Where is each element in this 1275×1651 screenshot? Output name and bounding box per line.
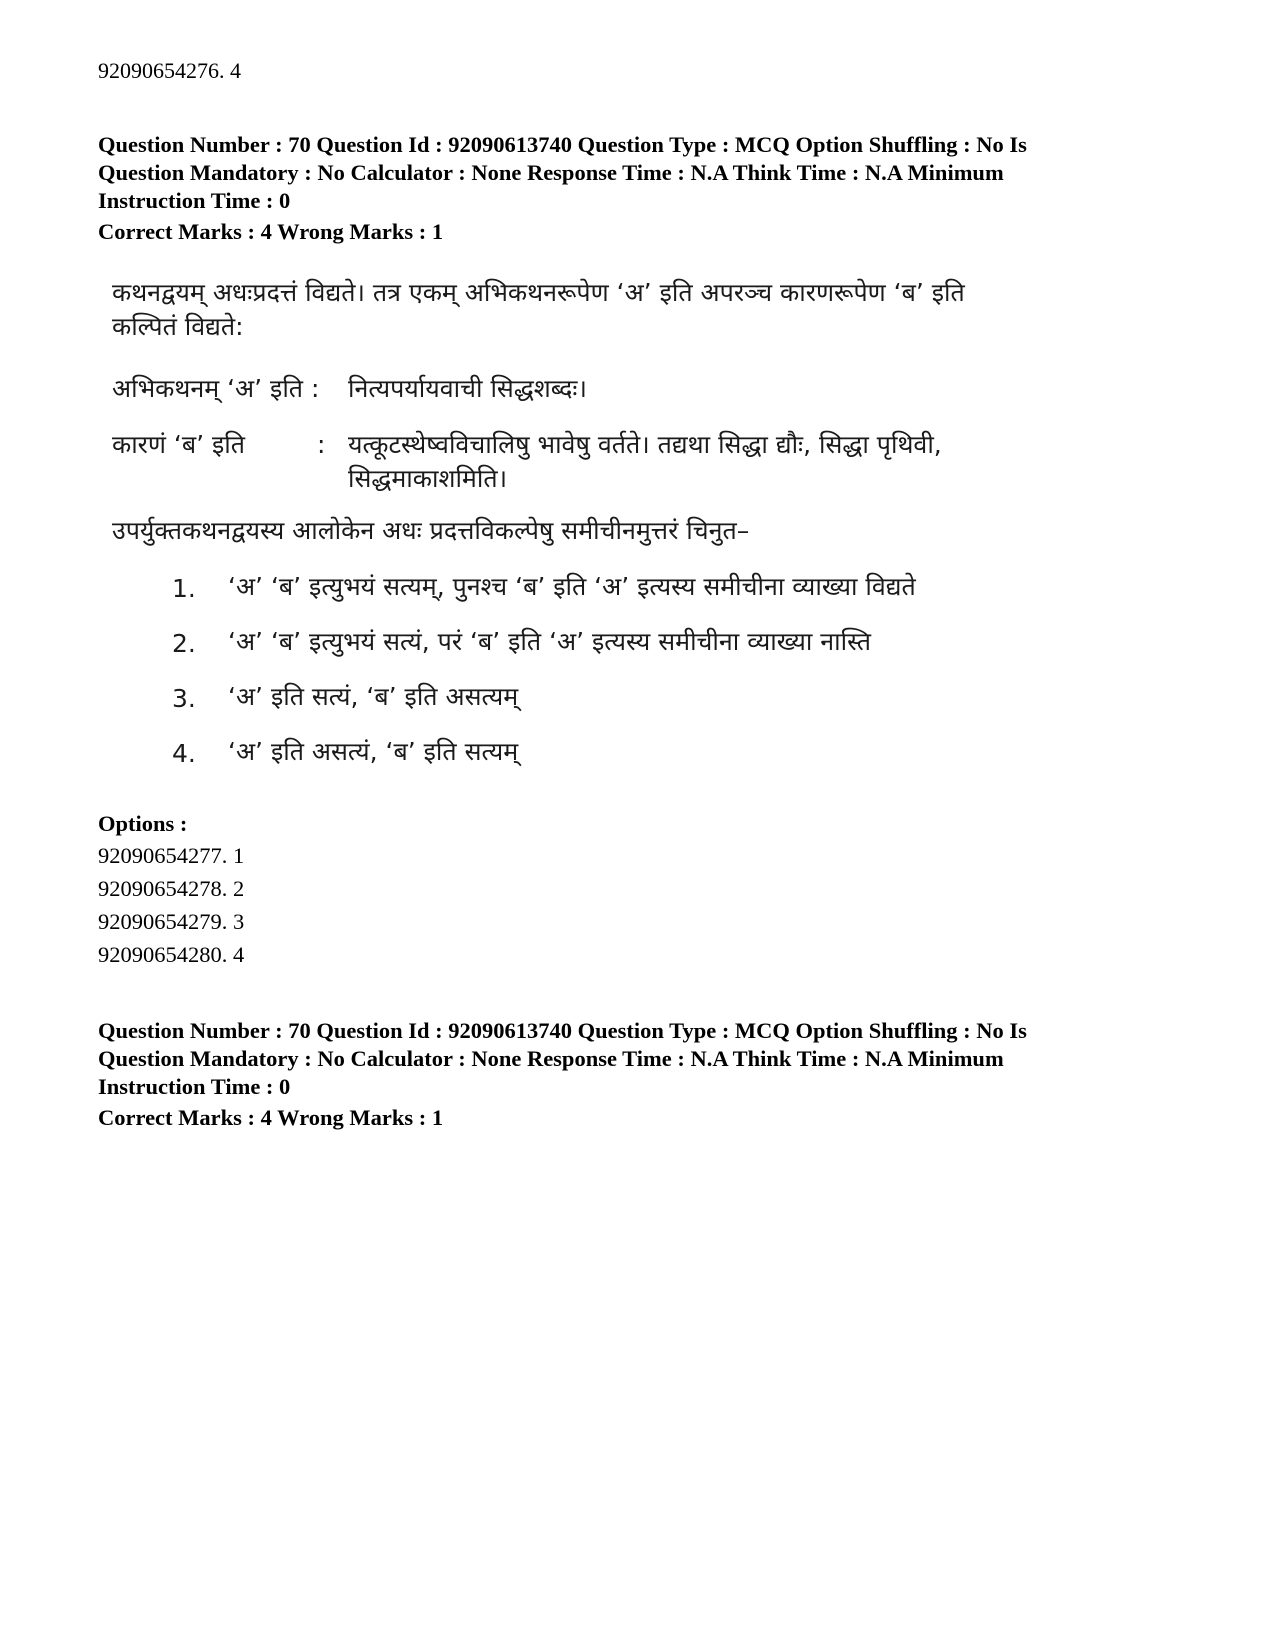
- reason-text-line-2: सिद्धमाकाशमिति।: [348, 464, 508, 493]
- assertion-label: अभिकथनम् ‘अ’ इति :: [112, 374, 320, 403]
- question-intro-line-1: कथनद्वयम् अधःप्रदत्तं विद्यते। तत्र एकम् अभिकथनरूपेण ‘अ’ इति अपरञ्च कारणरूपेण ‘ब’ इति: [112, 278, 965, 307]
- question-meta-line-2: Question Mandatory : No Calculator : None Response Time : N.A Think Time : N.A Minimum: [98, 1046, 1004, 1071]
- question-prompt: उपर्युक्तकथनद्वयस्य आलोकेन अधः प्रदत्तविकल्पेषु समीचीनमुत्तरं चिनुत–: [112, 516, 750, 545]
- choice-text: ‘अ’ ‘ब’ इत्युभयं सत्यम्, पुनश्च ‘ब’ इति ‘अ’ इत्यस्य समीचीना व्याख्या विद्यते: [228, 572, 916, 601]
- option-item: 92090654277. 1: [98, 843, 245, 868]
- question-meta-line-1: Question Number : 70 Question Id : 92090613740 Question Type : MCQ Option Shuffling : No Is: [98, 1018, 1027, 1043]
- choice-text: ‘अ’ इति सत्यं, ‘ब’ इति असत्यम्: [228, 682, 519, 711]
- question-meta-line-3: Instruction Time : 0: [98, 1074, 291, 1099]
- reason-text-line-1: यत्कूटस्थेष्वविचालिषु भावेषु वर्तते। तद्यथा सिद्धा द्यौः, सिद्धा पृथिवी,: [348, 430, 942, 459]
- question-metadata-block: [98, 131, 1178, 215]
- choice-text: ‘अ’ ‘ब’ इत्युभयं सत्यं, परं ‘ब’ इति ‘अ’ इत्यस्य समीचीना व्याख्या नास्ति: [228, 627, 872, 656]
- question-metadata-block: [98, 1017, 1178, 1101]
- assertion-text: नित्यपर्यायवाची सिद्धशब्दः।: [348, 374, 587, 403]
- question-meta-line-2: Question Mandatory : No Calculator : None Response Time : N.A Think Time : N.A Minimum: [98, 160, 1004, 185]
- question-meta-line-1: Question Number : 70 Question Id : 92090613740 Question Type : MCQ Option Shuffling : No Is: [98, 132, 1027, 157]
- question-meta-line-3: Instruction Time : 0: [98, 188, 291, 213]
- choice-number: 1.: [172, 574, 196, 603]
- choice-number: 2.: [172, 629, 196, 658]
- previous-option-line: 92090654276. 4: [98, 58, 241, 83]
- reason-label: कारणं ‘ब’ इति: [112, 430, 246, 459]
- reason-colon: :: [317, 430, 326, 459]
- question-intro-line-2: कल्पितं विद्यते:: [112, 312, 244, 341]
- options-heading: Options :: [98, 811, 188, 836]
- option-item: 92090654280. 4: [98, 942, 245, 967]
- choice-number: 4.: [172, 739, 196, 768]
- question-marks: Correct Marks : 4 Wrong Marks : 1: [98, 1105, 444, 1130]
- choice-text: ‘अ’ इति असत्यं, ‘ब’ इति सत्यम्: [228, 737, 519, 766]
- choice-number: 3.: [172, 684, 196, 713]
- question-marks: Correct Marks : 4 Wrong Marks : 1: [98, 219, 444, 244]
- option-item: 92090654279. 3: [98, 909, 245, 934]
- question-content-image: [112, 276, 1012, 796]
- option-item: 92090654278. 2: [98, 876, 245, 901]
